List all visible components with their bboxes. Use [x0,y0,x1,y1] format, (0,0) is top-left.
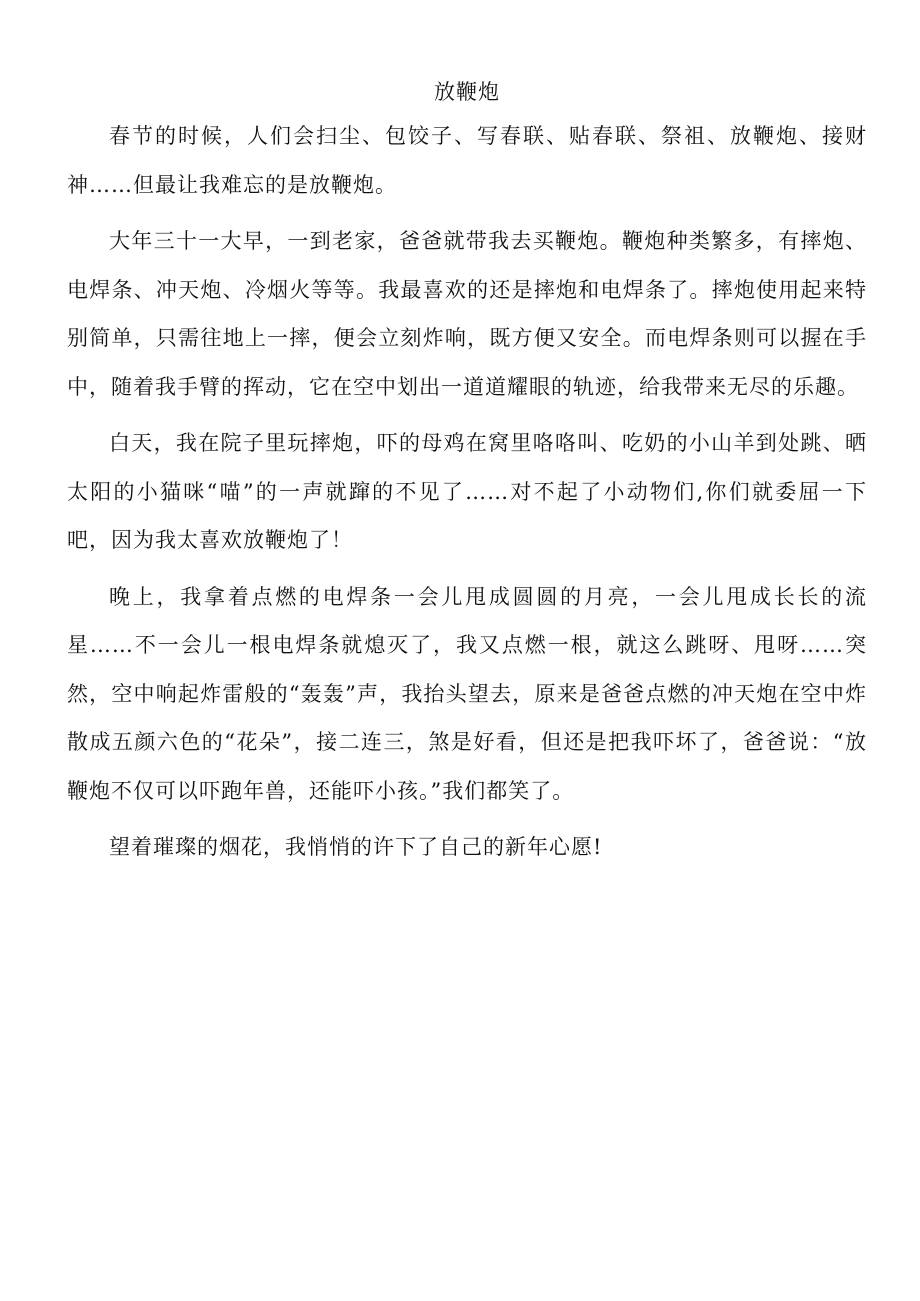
paragraph-3: 白天，我在院子里玩摔炮，吓的母鸡在窝里咯咯叫、吃奶的小山羊到处跳、晒太阳的小猫咪“喵”的一声就蹿的不见了……对不起了小动物们,你们就委屈一下吧，因为我太喜欢放鞭炮了！ [67,431,867,552]
document-title: 放鞭炮 [434,80,500,104]
document-body [67,72,867,880]
paragraph-4: 晚上，我拿着点燃的电焊条一会儿甩成圆圆的月亮，一会儿甩成长长的流星……不一会儿一根电焊条就熄灭了，我又点燃一根，就这么跳呀、甩呀……突然，空中响起炸雷般的“轰轰”声，我抬头望去，原来是爸爸点燃的冲天炮在空中炸散成五颜六色的“花朵”，接二连三，煞是好看，但还是把我吓坏了，爸爸说：“放鞭炮不仅可以吓跑年兽，还能吓小孩。”我们都笑了。 [67,584,867,803]
paragraph-5: 望着璀璨的烟花，我悄悄的许下了自己的新年心愿! [109,835,603,859]
paragraph-1: 春节的时候，人们会扫尘、包饺子、写春联、贴春联、祭祖、放鞭炮、接财神……但最让我难忘的是放鞭炮。 [67,124,867,197]
paragraph-2: 大年三十一大早，一到老家，爸爸就带我去买鞭炮。鞭炮种类繁多，有摔炮、电焊条、冲天炮、冷烟火等等。我最喜欢的还是摔炮和电焊条了。摔炮使用起来特别简单，只需往地上一摔，便会立刻炸响，既方便又安全。而电焊条则可以握在手中，随着我手臂的挥动，它在空中划出一道道耀眼的轨迹，给我带来无尽的乐趣。 [67,229,867,399]
